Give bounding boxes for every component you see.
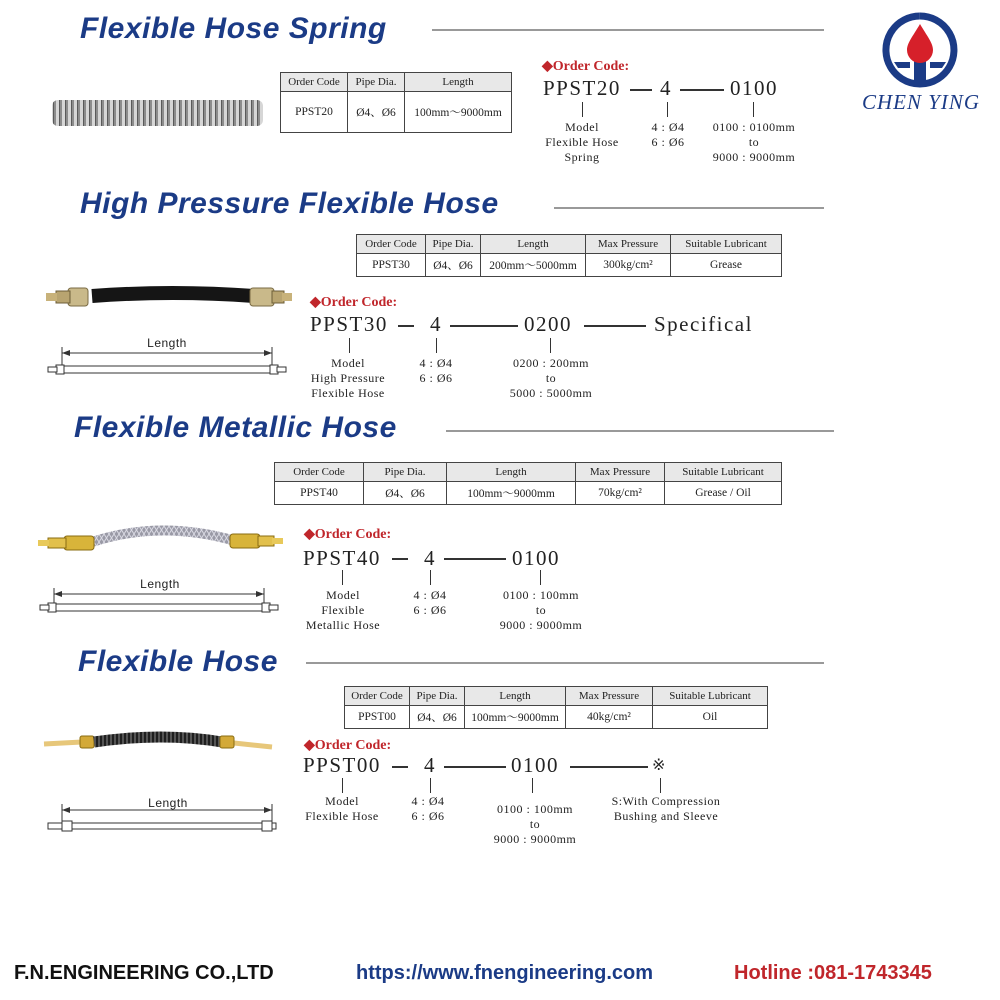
desc-dia (400, 794, 456, 824)
header-max-pressure: Max Pressure (566, 687, 653, 706)
header-pipe-dia: Pipe Dia. (410, 687, 465, 706)
desc-line: 6 : Ø6 (411, 809, 445, 823)
code-tick (753, 102, 754, 117)
desc-line: 6 : Ø6 (419, 371, 453, 385)
code-tick (667, 102, 668, 117)
desc-line: Metallic Hose (305, 618, 381, 632)
desc-line: 9000 : 9000mm (493, 832, 577, 846)
cell-order-code: PPST30 (357, 254, 426, 277)
header-order-code: Order Code (345, 687, 410, 706)
header-suitable-lubricant: Suitable Lubricant (653, 687, 768, 706)
desc-line: Bushing and Sleeve (613, 809, 719, 823)
desc-length (480, 802, 590, 847)
code-dash (392, 558, 408, 560)
desc-line: 4 : Ø4 (413, 588, 447, 602)
desc-line: 6 : Ø6 (413, 603, 447, 617)
title-rule (432, 29, 824, 31)
desc-line: Model (331, 356, 365, 370)
desc-model (300, 356, 396, 401)
cell-length: 100mm～9000mm (405, 92, 512, 133)
chen-ying-emblem-icon (880, 10, 960, 90)
section-title: Flexible Hose Spring (80, 12, 387, 45)
desc-length (700, 120, 808, 165)
desc-line: 4 : Ø4 (411, 794, 445, 808)
desc-model (537, 120, 627, 165)
desc-line: to (529, 817, 541, 831)
flexible-hose-image (42, 730, 274, 756)
header-length: Length (465, 687, 566, 706)
header-pipe-dia: Pipe Dia. (348, 73, 405, 92)
cell-order-code: PPST40 (275, 482, 364, 505)
website-link[interactable]: https://www.fnengineering.com (356, 962, 654, 984)
code-dash (450, 325, 518, 327)
desc-length (496, 356, 606, 401)
cell-suitable-lubricant: Oil (653, 706, 768, 729)
desc-line: High Pressure (310, 371, 386, 385)
code-model: PPST20 (543, 76, 621, 100)
desc-line: 4 : Ø4 (419, 356, 453, 370)
hose-spring-image (50, 97, 265, 129)
code-dash (392, 766, 408, 768)
code-dia: 4 (424, 753, 436, 777)
desc-line: Flexible Hose (311, 386, 385, 400)
desc-line: S:With Compression (611, 794, 721, 808)
desc-line: to (748, 135, 760, 149)
desc-line: Flexible Hose (545, 135, 619, 149)
cell-length: 100mm～9000mm (447, 482, 576, 505)
desc-option (596, 794, 736, 824)
code-dash (630, 89, 652, 91)
desc-line: 9000 : 9000mm (499, 618, 583, 632)
cell-suitable-lubricant: Grease (671, 254, 782, 277)
order-code-label: ◆Order Code: (310, 295, 398, 310)
cell-order-code: PPST00 (345, 706, 410, 729)
spec-table (344, 686, 768, 729)
desc-line: 6 : Ø6 (651, 135, 685, 149)
desc-dia (640, 120, 696, 150)
code-option: ※ (652, 757, 667, 774)
desc-line: Model (326, 588, 360, 602)
drawing-length-label: Length (140, 577, 180, 591)
header-length: Length (481, 235, 586, 254)
spec-table (356, 234, 782, 277)
high-pressure-hose-image (42, 282, 294, 314)
code-dash (570, 766, 648, 768)
desc-line: 5000 : 5000mm (509, 386, 593, 400)
code-length: 0100 (512, 546, 560, 570)
desc-line: to (535, 603, 547, 617)
brand-name: CHEN YING (862, 90, 981, 114)
desc-line: 0100 : 100mm (496, 802, 573, 816)
code-dash (398, 325, 414, 327)
code-dia: 4 (430, 312, 442, 336)
desc-dia (408, 356, 464, 386)
header-length: Length (447, 463, 576, 482)
code-dia: 4 (660, 76, 672, 100)
code-tick (430, 778, 431, 793)
order-code-label: ◆Order Code: (542, 59, 630, 74)
header-max-pressure: Max Pressure (576, 463, 665, 482)
desc-line: 0200 : 200mm (512, 356, 589, 370)
desc-line: Model (325, 794, 359, 808)
cell-order-code: PPST20 (281, 92, 348, 133)
code-model: PPST30 (310, 312, 388, 336)
header-order-code: Order Code (357, 235, 426, 254)
cell-suitable-lubricant: Grease / Oil (665, 482, 782, 505)
code-dash (444, 558, 506, 560)
cell-max-pressure: 300kg/cm² (586, 254, 671, 277)
code-option: Specifical (654, 312, 753, 336)
header-pipe-dia: Pipe Dia. (426, 235, 481, 254)
cell-max-pressure: 70kg/cm² (576, 482, 665, 505)
header-suitable-lubricant: Suitable Lubricant (671, 235, 782, 254)
cell-pipe-dia: Ø4、Ø6 (426, 254, 481, 277)
desc-line: Flexible (321, 603, 365, 617)
header-length: Length (405, 73, 512, 92)
cell-pipe-dia: Ø4、Ø6 (410, 706, 465, 729)
desc-model (296, 794, 388, 824)
code-model: PPST40 (303, 546, 381, 570)
desc-line: 0100 : 0100mm (712, 120, 796, 134)
section-title: Flexible Hose (78, 645, 278, 678)
code-tick (550, 338, 551, 353)
desc-dia (402, 588, 458, 618)
desc-line: Flexible Hose (305, 809, 379, 823)
spec-table (274, 462, 782, 505)
desc-line: Spring (564, 150, 600, 164)
code-tick (660, 778, 661, 793)
code-tick (430, 570, 431, 585)
code-length: 0100 (511, 753, 559, 777)
header-order-code: Order Code (281, 73, 348, 92)
header-pipe-dia: Pipe Dia. (364, 463, 447, 482)
code-dash (444, 766, 506, 768)
title-rule (306, 662, 824, 664)
desc-length (486, 588, 596, 633)
code-tick (349, 338, 350, 353)
code-model: PPST00 (303, 753, 381, 777)
desc-line: 0100 : 100mm (502, 588, 579, 602)
header-max-pressure: Max Pressure (586, 235, 671, 254)
order-code-label: ◆Order Code: (304, 527, 392, 542)
desc-line: 4 : Ø4 (651, 120, 685, 134)
code-tick (342, 778, 343, 793)
desc-line: Model (565, 120, 599, 134)
hotline-number[interactable]: Hotline :081-1743345 (734, 962, 932, 984)
code-length: 0100 (730, 76, 778, 100)
title-rule (554, 207, 824, 209)
code-dash (584, 325, 646, 327)
code-tick (582, 102, 583, 117)
header-suitable-lubricant: Suitable Lubricant (665, 463, 782, 482)
code-tick (342, 570, 343, 585)
title-rule (446, 430, 834, 432)
cell-pipe-dia: Ø4、Ø6 (348, 92, 405, 133)
header-order-code: Order Code (275, 463, 364, 482)
spec-table (280, 72, 512, 133)
code-tick (540, 570, 541, 585)
code-dia: 4 (424, 546, 436, 570)
cell-length: 200mm～5000mm (481, 254, 586, 277)
section-title: High Pressure Flexible Hose (80, 187, 499, 220)
cell-pipe-dia: Ø4、Ø6 (364, 482, 447, 505)
section-title: Flexible Metallic Hose (74, 411, 397, 444)
desc-line: 9000 : 9000mm (712, 150, 796, 164)
cell-length: 100mm～9000mm (465, 706, 566, 729)
company-name: F.N.ENGINEERING CO.,LTD (14, 962, 274, 984)
drawing-length-label: Length (147, 336, 187, 350)
cell-max-pressure: 40kg/cm² (566, 706, 653, 729)
code-tick (532, 778, 533, 793)
desc-model (296, 588, 390, 633)
code-tick (436, 338, 437, 353)
desc-line: to (545, 371, 557, 385)
code-length: 0200 (524, 312, 572, 336)
drawing-length-label: Length (148, 796, 188, 810)
metallic-hose-image (34, 518, 286, 560)
code-dash (680, 89, 724, 91)
order-code-label: ◆Order Code: (304, 738, 392, 753)
